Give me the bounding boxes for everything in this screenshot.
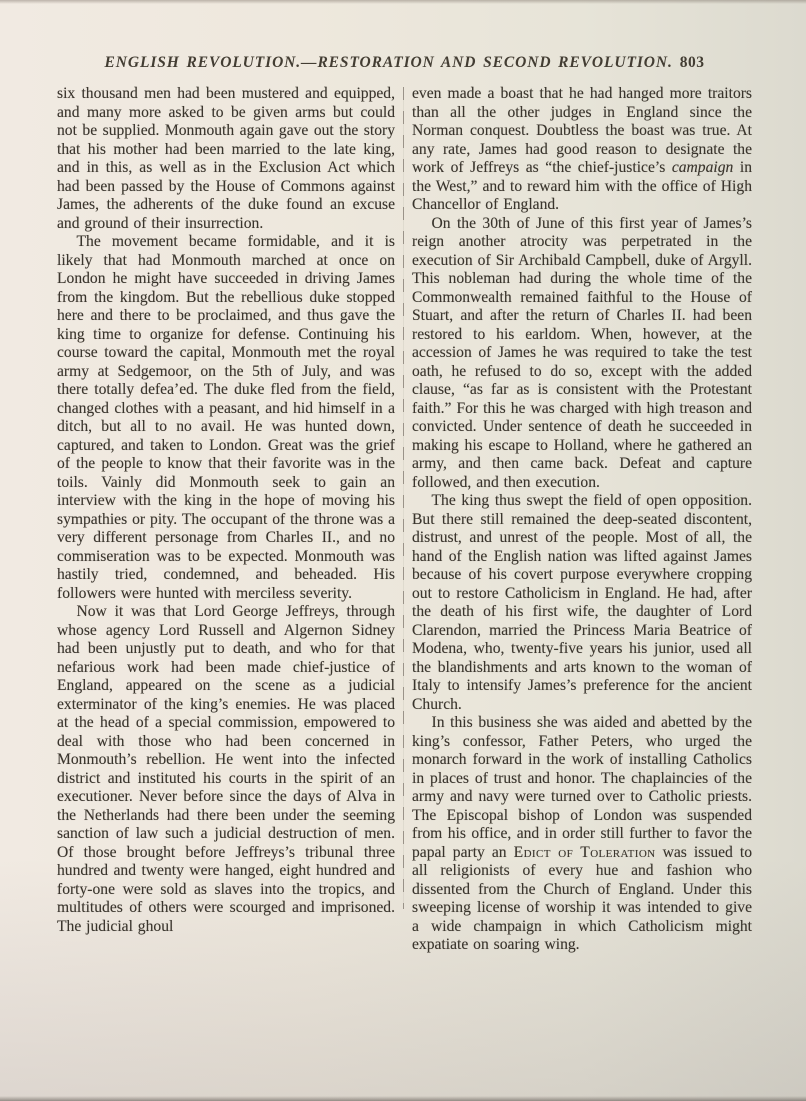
page-number: 803 [679,54,705,71]
paragraph [57,603,395,936]
left-column [57,85,395,955]
paragraph [57,85,395,233]
text-segment: Now it was that Lord George Jeffreys, through whose agency Lord Russell and Algernon Sidney had been unjustly put to death, and who for that nefarious work had been made chief-justice of England, appeared on the scene as a judicial exterminator of the king’s enemies. He was placed at the head of a special commission, empowered to deal with those who had been concerned in Monmouth’s rebellion. He went into the infected district and instituted his courts in the spirit of an executioner. Never before since the days of Alva in the Netherlands had there been under the seeming sanction of law such a judicial destruction of men. Of those brought before Jeffreys’s tribunal three hundred and twenty were hanged, eight hundred and forty-one were sold as slaves into the tropics, and multitudes of others were scourged and imprisoned. The judicial ghoul [57,603,395,935]
paragraph [412,215,752,493]
paragraph [412,85,752,215]
paragraph [412,492,752,714]
text-segment: six thousand men had been mustered and equipped, and many more asked to be given arms but could not be supplied. Monmouth again gave out the story that his mother had been married to the late king, and in this, as well as in the Exclusion Act which had been passed by the House of Commons against James, the adherents of the duke found an excuse and ground of their insurrection. [57,85,395,232]
running-head [57,54,752,72]
text-segment: even made a boast that he had hanged more traitors than all the other judges in England since the Norman conquest. Doubtless the boast was true. At any rate, James had good reason to designate the work of Jeffreys as “the chief-justice’s [412,85,752,176]
text-segment: Edict of Toleration [513,843,656,861]
text-segment: On the 30th of June of this first year of James’s reign another atrocity was perpetrated in the execution of Sir Archibald Campbell, duke of Argyll. This nobleman had during the whole time of the Commonwealth remained faithful to the House of Stuart, and after the return of Charles II. had been restored to his earldom. When, however, at the accession of James he was required to take the test oath, he refused to do so, except with the added clause, “as far as is consistent with the Protestant faith.” For this he was charged with high treason and convicted. Under sentence of death he succeeded in making his escape to Holland, where he gathered an army, and then came back. Defeat and capture followed, and then execution. [412,214,752,491]
text-segment: in the West,” and to reward him with the office of High Chancellor of England. [412,159,752,213]
text-segment: The king thus swept the field of open opposition. But there still remained the deep-seated discontent, distrust, and unrest of the people. Most of all, the hand of the English nation was lifted against James because of his covert purpose everywhere cropping out to restore Catholicism in England. He had, after the death of his first wife, the daughter of Lord Clarendon, married the Princess Maria Beatrice of Modena, who, twenty-five years his junior, used all the blandishments and arts known to the woman of Italy to intensify James’s preference for the ancient Church. [412,492,752,713]
paragraph [57,233,395,603]
text-segment: was issued to all religionists of every hue and fashion who dissented from the Church of England. Under this sweeping license of worship it was intended to give a wide champaign in which Catholicism might expatiate on soaring wing. [412,843,753,953]
text-segment: campaign [671,159,734,176]
right-column [412,85,752,955]
column-divider-rule [403,87,404,909]
text-segment: In this business she was aided and abetted by the king’s confessor, Father Peters, who urged the monarch forward in the work of installing Catholics in places of trust and honor. The chaplaincies of the army and navy were turned over to Catholic priests. The Episcopal bishop of London was suspended from his office, and in order still further to favor the papal party an [412,714,752,861]
text-segment: The movement became formidable, and it is likely that had Monmouth marched at once on London he might have succeeded in driving James from the kingdom. But the rebellious duke stopped here and there to be proclaimed, and thus gave the king time to organize for defense. Continuing his course toward the capital, Monmouth met the royal army at Sedgemoor, on the 5th of July, and was there totally defea’ed. The duke fled from the field, changed clothes with a peasant, and hid himself in a ditch, but all to no avail. He was hunted down, captured, and taken to London. Great was the grief of the people to know that their favorite was in the toils. Vainly did Monmouth seek to gain an interview with the king in the hope of moving his sympathies or pity. The occupant of the throne was a very different personage from Charles II., and no commiseration was to be expected. Monmouth was hastily tried, condemned, and beheaded. His followers were hunted with merciless severity. [57,233,395,602]
running-head-title: ENGLISH REVOLUTION.—RESTORATION AND SECOND REVOLUTION. [104,54,673,71]
text-columns [57,85,752,955]
paragraph [412,714,752,955]
